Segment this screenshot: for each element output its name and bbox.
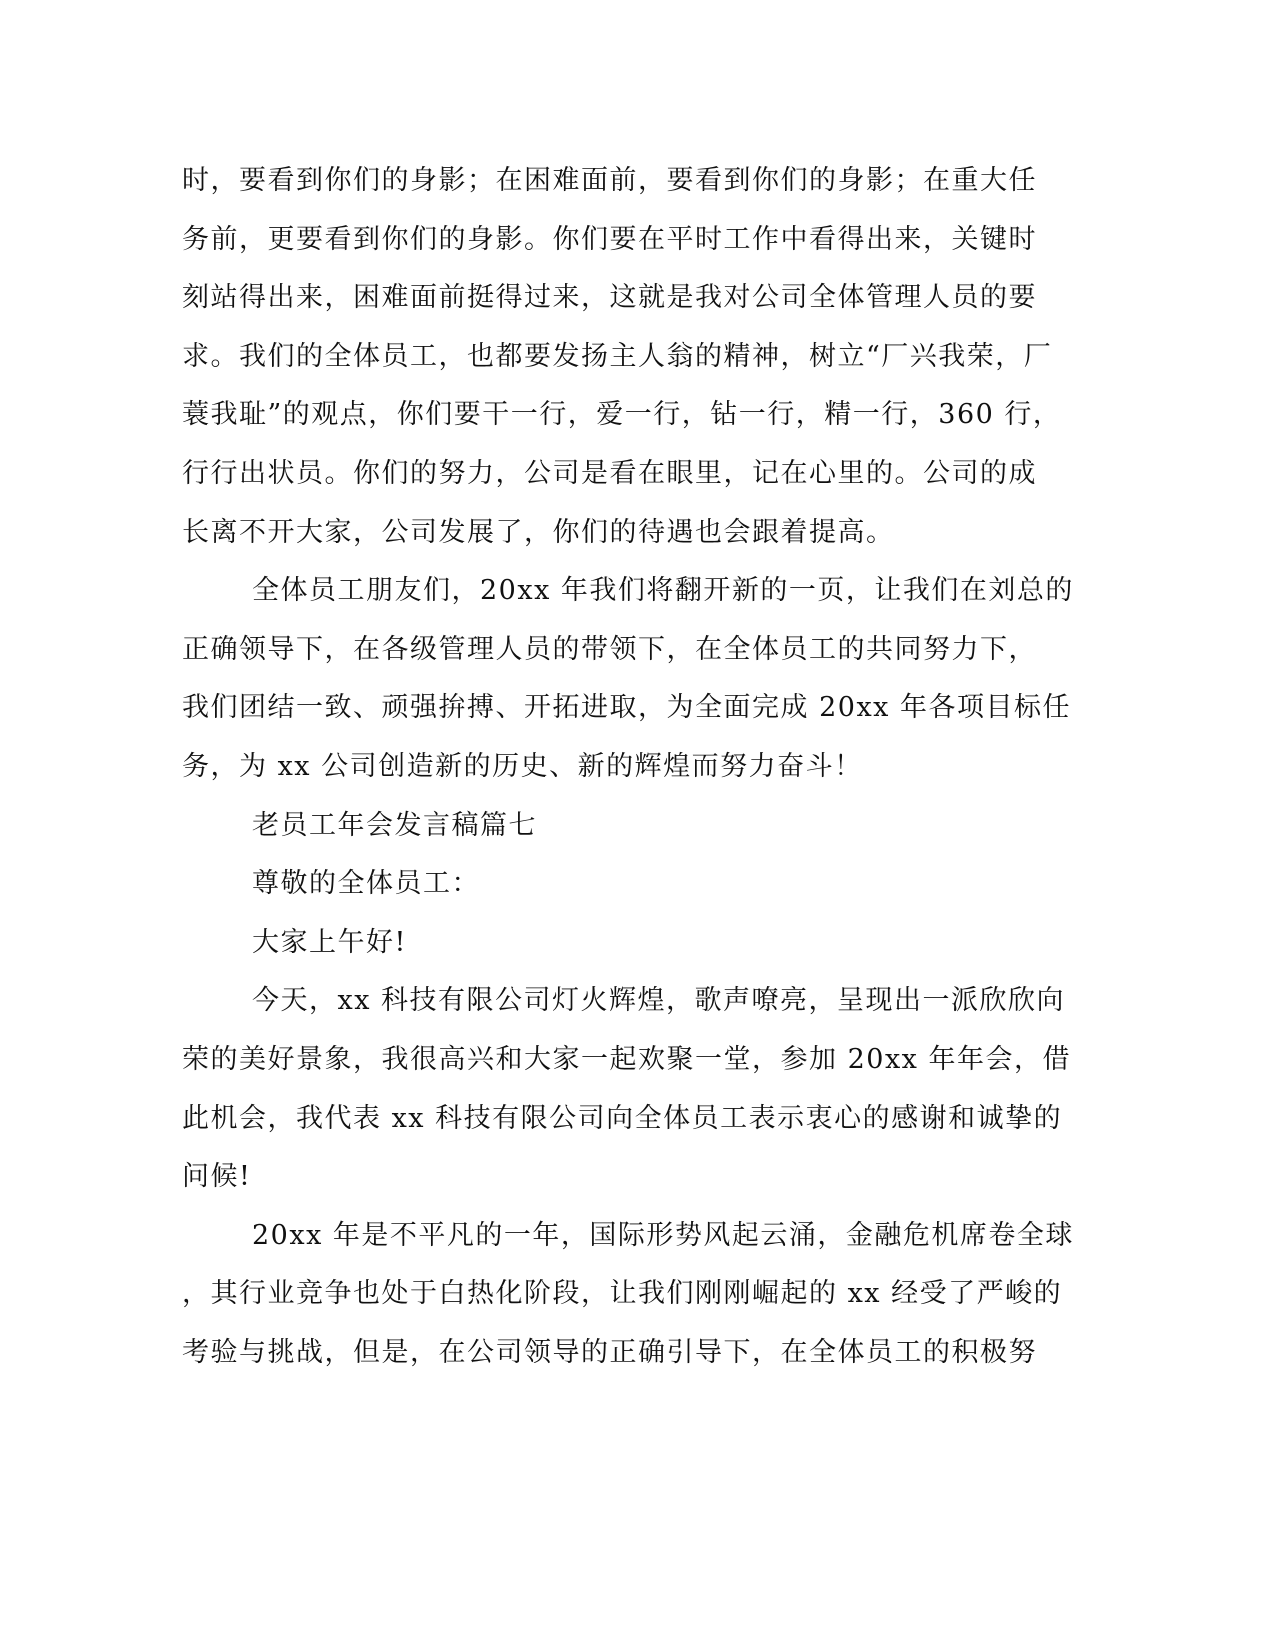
text-line: 刻站得出来，困难面前挺得过来，这就是我对公司全体管理人员的要 xyxy=(182,282,1037,314)
paragraph-start-line: 全体员工朋友们，20xx 年我们将翻开新的一页，让我们在刘总的 xyxy=(252,575,1074,607)
greeting: 大家上午好! xyxy=(252,926,407,958)
text-line: 行行出状员。你们的努力，公司是看在眼里，记在心里的。公司的成 xyxy=(182,457,1037,489)
paragraph-start-line: 20xx 年是不平凡的一年，国际形势风起云涌，金融危机席卷全球 xyxy=(252,1219,1074,1251)
text-line: 时，要看到你们的身影；在困难面前，要看到你们的身影；在重大任 xyxy=(182,165,1037,196)
paragraph-start-line: 今天，xx 科技有限公司灯火辉煌，歌声嘹亮，呈现出一派欣欣向 xyxy=(252,985,1066,1017)
text-line: 荣的美好景象，我很高兴和大家一起欢聚一堂，参加 20xx 年年会，借 xyxy=(182,1043,1071,1075)
text-line: 考验与挑战，但是，在公司领导的正确引导下，在全体员工的积极努 xyxy=(182,1336,1037,1368)
salutation: 尊敬的全体员工： xyxy=(252,868,480,900)
text-line: 求。我们的全体员工，也都要发扬主人翁的精神，树立“厂兴我荣，厂 xyxy=(182,340,1053,372)
document-body xyxy=(182,152,1074,1382)
text-line: 问候! xyxy=(182,1161,252,1193)
text-line: 务前，更要看到你们的身影。你们要在平时工作中看得出来，关键时 xyxy=(182,223,1037,255)
text-line: 我们团结一致、顽强拚搏、开拓进取，为全面完成 20xx 年各项目标任 xyxy=(182,692,1071,724)
text-line: 长离不开大家，公司发展了，你们的待遇也会跟着提高。 xyxy=(182,516,895,548)
text-line: 此机会，我代表 xx 科技有限公司向全体员工表示衷心的感谢和诚挚的 xyxy=(182,1102,1063,1134)
text-line: ，其行业竞争也处于白热化阶段，让我们刚刚崛起的 xx 经受了严峻的 xyxy=(182,1278,1063,1310)
text-line: 正确领导下，在各级管理人员的带领下，在全体员工的共同努力下， xyxy=(182,633,1037,665)
text-line: 务，为 xx 公司创造新的历史、新的辉煌而努力奋斗！ xyxy=(182,750,863,782)
text-line: 蓑我耻”的观点，你们要干一行，爱一行，钻一行，精一行，360 行， xyxy=(182,399,1062,431)
section-heading: 老员工年会发言稿篇七 xyxy=(252,809,537,841)
